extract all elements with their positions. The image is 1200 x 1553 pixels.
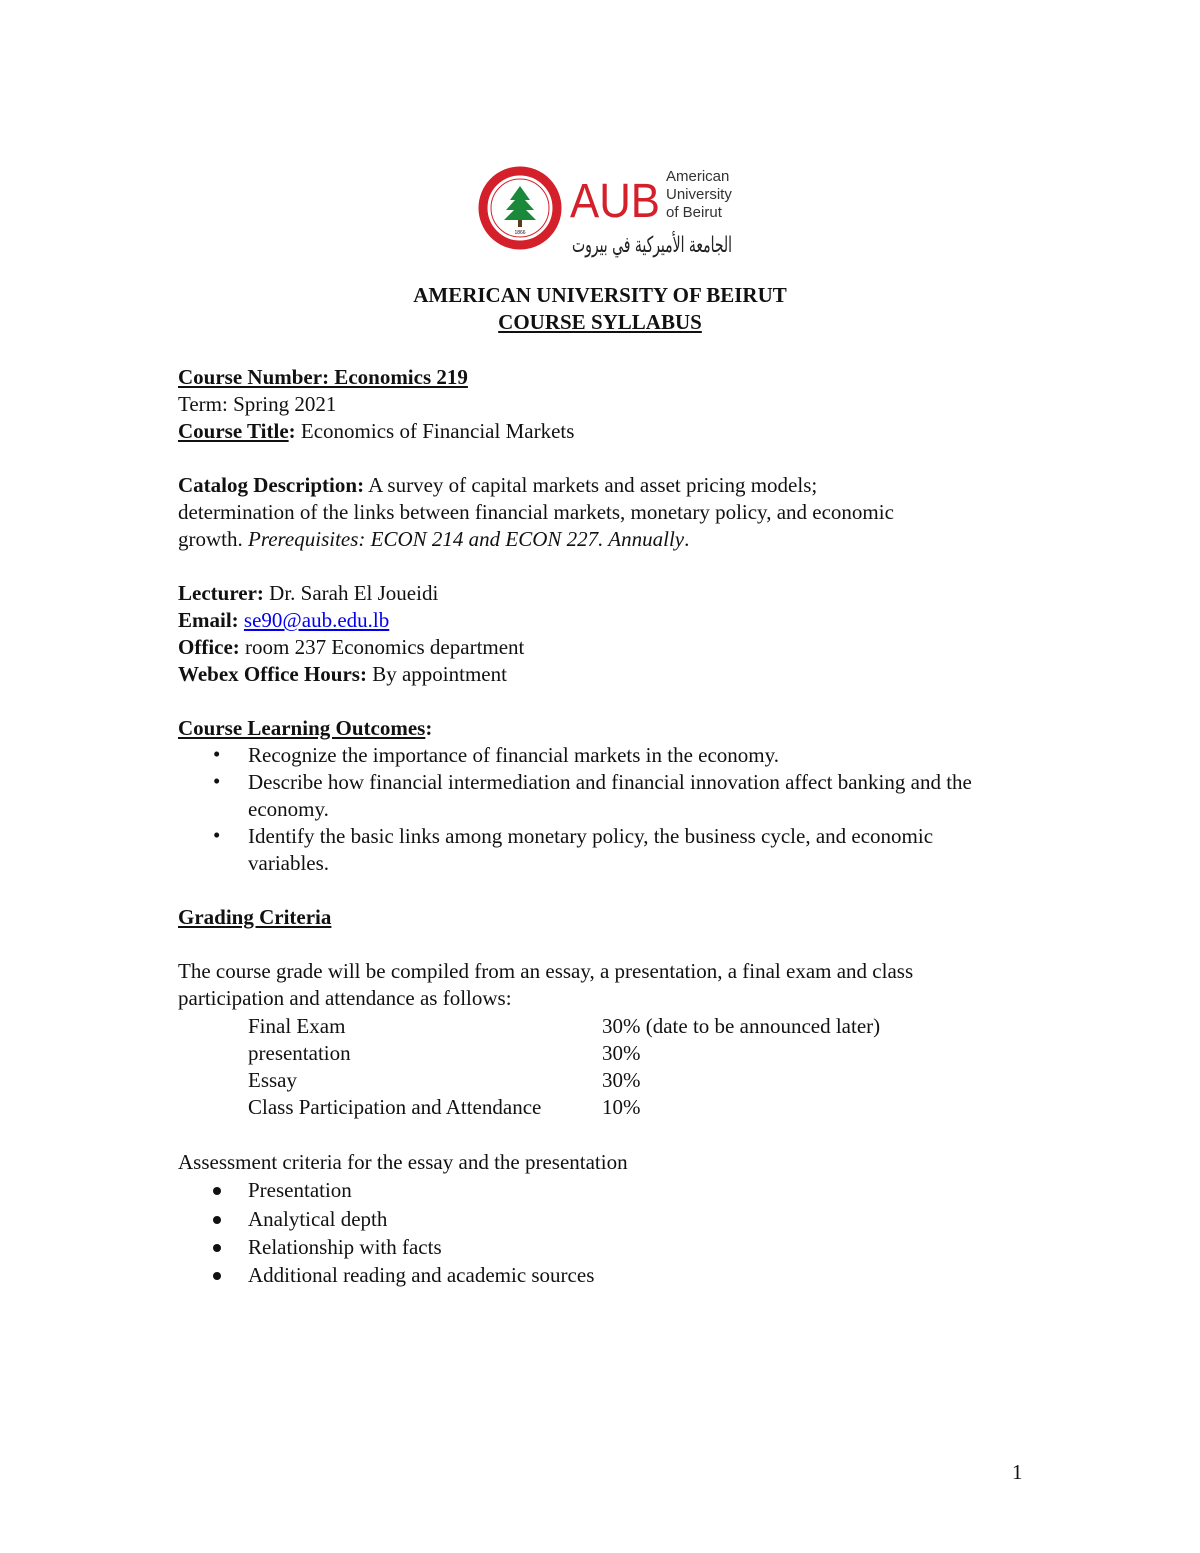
grading-item: Final Exam	[248, 1014, 346, 1038]
outcome-bullet: •	[213, 769, 221, 793]
office-label: Office:	[178, 635, 240, 659]
email-line	[178, 607, 389, 634]
svg-text:1866: 1866	[514, 230, 526, 236]
grading-weight: 30%	[602, 1068, 641, 1092]
aub-arabic-name: الجامعة الأميركية في بيروت	[572, 233, 825, 258]
course-title-value: Economics of Financial Markets	[295, 419, 575, 443]
catalog-prerequisites: Prerequisites: ECON 214 and ECON 227. Annually	[248, 527, 685, 551]
assessment-item-1: Presentation	[248, 1178, 352, 1202]
course-title-colon: :	[288, 419, 296, 443]
bullet-dot-icon	[213, 1187, 221, 1195]
grading-weight: 10%	[602, 1095, 641, 1119]
lecturer-line	[178, 580, 438, 607]
office-hours-label: Webex Office Hours:	[178, 662, 367, 686]
catalog-label: Catalog Description:	[178, 473, 365, 497]
office-line	[178, 634, 524, 661]
outcome-item-3: Identify the basic links among monetary policy, the business cycle, and economic	[248, 824, 934, 848]
outcome-item-1: Recognize the importance of financial markets in the economy.	[248, 743, 780, 767]
bullet-dot-icon	[213, 1244, 221, 1252]
assessment-item-3: Relationship with facts	[248, 1235, 442, 1259]
aub-name-line-3: of Beirut	[666, 204, 722, 221]
office-hours-line	[178, 661, 507, 688]
university-heading: AMERICAN UNIVERSITY OF BEIRUT	[413, 283, 787, 307]
aub-seal-icon	[483, 171, 557, 245]
outcomes-heading	[178, 715, 432, 742]
grading-weight: 30%	[602, 1041, 641, 1065]
aub-name-line-2: University	[666, 186, 732, 203]
course-title-line	[178, 418, 574, 445]
lecturer-value: Dr. Sarah El Joueidi	[263, 581, 439, 605]
catalog-line-3	[178, 526, 689, 553]
course-number: Course Number: Economics 219	[178, 365, 468, 389]
catalog-text-1: A survey of capital markets and asset pricing models;	[364, 473, 818, 497]
aub-wordmark: AUB	[570, 175, 660, 228]
document-title: COURSE SYLLABUS	[498, 310, 702, 334]
bullet-dot-icon	[213, 1272, 221, 1280]
grading-heading: Grading Criteria	[178, 905, 332, 929]
course-term: Term: Spring 2021	[178, 392, 337, 416]
catalog-period: .	[684, 527, 690, 551]
outcome-bullet: •	[213, 823, 221, 847]
grading-item: Essay	[248, 1068, 297, 1092]
outcome-item-2: Describe how financial intermediation and financial innovation affect banking and the	[248, 770, 972, 794]
email-label: Email:	[178, 608, 239, 632]
grading-weight: 30% (date to be announced later)	[602, 1014, 881, 1038]
catalog-line-2: determination of the links between financial markets, monetary policy, and economic	[178, 500, 894, 524]
outcome-bullet: •	[213, 742, 221, 766]
page-number: 1	[1012, 1460, 1023, 1484]
office-value: room 237 Economics department	[239, 635, 525, 659]
office-hours-value: By appointment	[366, 662, 507, 686]
bullet-dot-icon	[213, 1216, 221, 1224]
assessment-intro: Assessment criteria for the essay and the presentation	[178, 1150, 628, 1174]
grading-item: presentation	[248, 1041, 351, 1065]
outcomes-heading-colon: :	[425, 716, 433, 740]
grading-intro-1: The course grade will be compiled from an essay, a presentation, a final exam and class	[178, 959, 914, 983]
assessment-item-4: Additional reading and academic sources	[248, 1263, 595, 1287]
aub-logo	[480, 160, 825, 262]
outcome-item-3-cont: variables.	[248, 851, 330, 875]
outcomes-heading-text: Course Learning Outcomes	[178, 716, 426, 740]
grading-intro-2: participation and attendance as follows:	[178, 986, 512, 1010]
assessment-item-2: Analytical depth	[248, 1207, 388, 1231]
email-link[interactable]: se90@aub.edu.lb	[243, 608, 390, 632]
grading-item: Class Participation and Attendance	[248, 1095, 542, 1119]
aub-name-line-1: American	[666, 168, 730, 185]
course-title-label: Course Title	[178, 419, 289, 443]
lecturer-label: Lecturer:	[178, 581, 264, 605]
catalog-text-3: growth.	[178, 527, 248, 551]
outcome-item-2-cont: economy.	[248, 797, 329, 821]
catalog-line-1	[178, 472, 817, 499]
